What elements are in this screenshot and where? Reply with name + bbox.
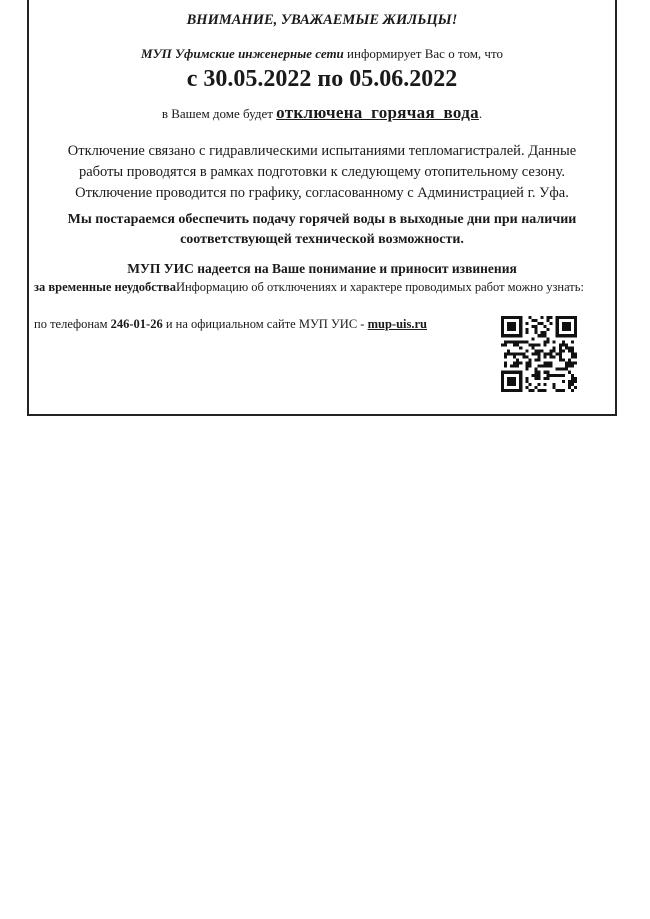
notice-box [27, 0, 617, 416]
organization-name: МУП Уфимские инженерные сети [141, 46, 344, 61]
info-paragraph [34, 279, 599, 295]
info-text: Информацию об отключениях и характере проводимых работ можно узнать: [175, 280, 584, 294]
site-prefix: и на официальном сайте МУП УИС - [162, 317, 368, 331]
outage-status [29, 103, 615, 123]
outage-reason: Отключение связано с гидравлическими испытаниями тепломагистралей. Данные работы проводятся в рамках подготовки к следующему отопительному сезону. Отключение проводится по графику, согласованному с Администрацией г. Уфа. [67, 143, 577, 201]
status-highlight: отключена горячая вода [276, 103, 479, 122]
inform-text: информирует Вас о том, что [343, 46, 503, 61]
apology-line: МУП УИС надеется на Ваше понимание и приносит извинения [127, 261, 517, 276]
phone-prefix: по телефонам [34, 317, 111, 331]
notice-title: ВНИМАНИЕ, УВАЖАЕМЫЕ ЖИЛЬЦЫ! [186, 12, 458, 28]
phone-number: 246-01-26 [110, 317, 163, 331]
contacts-line [34, 317, 427, 332]
website-link[interactable]: mup-uis.ru [367, 317, 427, 331]
weekend-promise: Мы постараемся обеспечить подачу горячей воды в выходные дни при наличии соответствующей технической возможности. [67, 212, 577, 247]
inform-line [29, 46, 615, 62]
status-suffix: . [478, 106, 483, 121]
qr-code [501, 316, 577, 392]
outage-dates: с 30.05.2022 по 05.06.2022 [186, 66, 458, 92]
inconvenience-text: за временные неудобства [34, 280, 176, 294]
status-prefix: в Вашем доме будет [161, 106, 277, 121]
